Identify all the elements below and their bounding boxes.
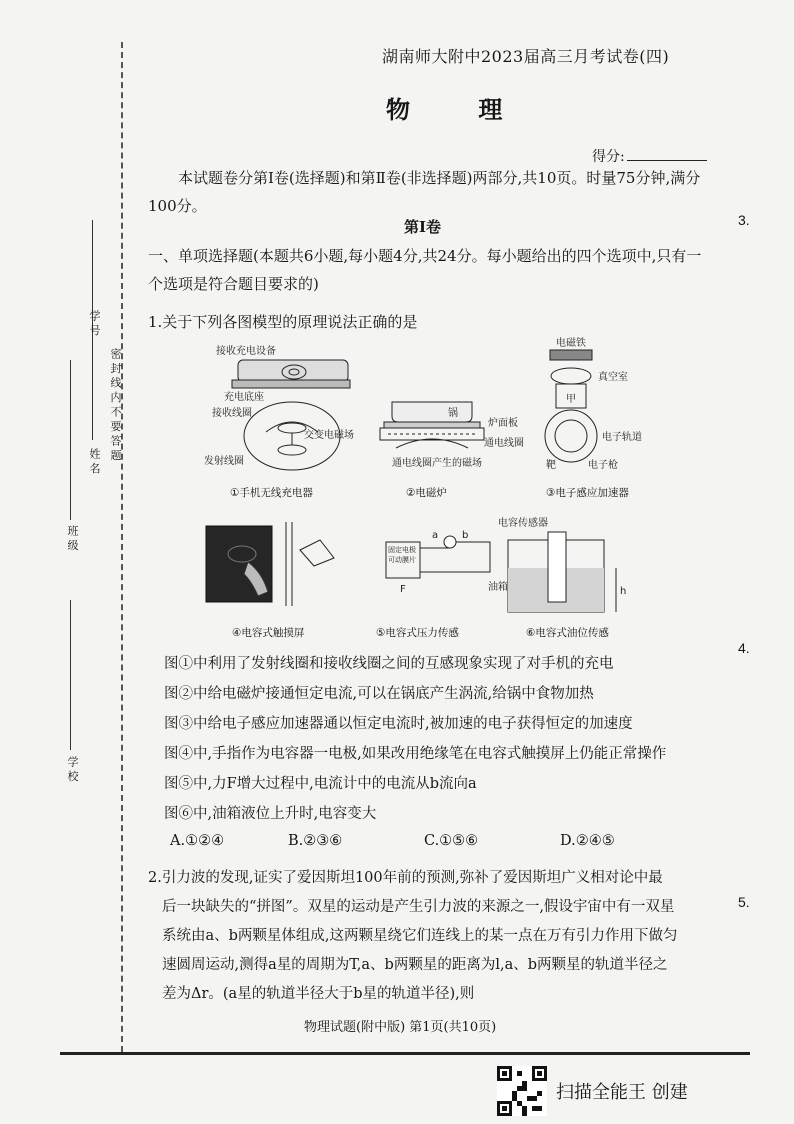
fig3-label: 电子枪 (588, 460, 618, 471)
q1-statement: 图⑤中,力F增大过程中,电流计中的电流从b流向a (164, 776, 477, 792)
fig2-label: 通电线圈 (484, 438, 524, 449)
score-field (592, 146, 707, 166)
fig6-label: 电容传感器 (498, 518, 548, 529)
figure-3-betatron (545, 336, 642, 499)
side-seal-text: 密 封 线 内 不 要 答 题 (109, 348, 122, 461)
option-a: A.①②④ (170, 833, 225, 849)
fig1-label: 接收充电设备 (216, 346, 276, 357)
page-footer: 物理试题(附中版) 第1页(共10页) (304, 1020, 497, 1035)
q1-statement: 图①中利用了发射线圈和接收线圈之间的互感现象实现了对手机的充电 (164, 656, 614, 672)
figure-caption: ⑤电容式压力传感 (376, 627, 459, 639)
option-b: B.②③⑥ (288, 833, 343, 849)
fig3-label: 电磁铁 (556, 338, 586, 349)
question-1-stem: 1.关于下列各图模型的原理说法正确的是 (148, 313, 418, 331)
fig2-label: 炉面板 (488, 418, 518, 429)
right-margin-number: 5. (738, 894, 750, 910)
fig5-force-label: F (400, 584, 406, 595)
fig5-label: 固定电极 (388, 546, 416, 554)
q2-line: 系统由a、b两颗星体组成,这两颗星绕它们连线上的某一点在万有引力作用下做匀 (162, 928, 678, 944)
figure-caption: ⑥电容式油位传感 (526, 627, 609, 639)
question-1-figures (196, 336, 654, 640)
figure-6-fuel-level-sensor (488, 516, 626, 639)
q2-line: 差为Δr。(a星的轨道半径大于b星的轨道半径),则 (162, 986, 475, 1002)
figure-caption: ②电磁炉 (406, 487, 447, 499)
right-margin-number: 3. (738, 212, 750, 228)
q2-line: 后一块缺失的“拼图”。双星的运动是产生引力波的来源之一,假设宇宙中有一双星 (162, 899, 675, 915)
section-heading: 第Ⅰ卷 (404, 218, 442, 236)
fig3-label: 甲 (566, 394, 576, 405)
fig5-point-b: b (462, 530, 469, 541)
figure-1-wireless-charger (204, 344, 354, 499)
fig1-label: 充电底座 (224, 392, 264, 403)
fig3-label: 真空室 (598, 372, 628, 383)
fig1-label: 交变电磁场 (304, 430, 354, 441)
figure-caption: ④电容式触摸屏 (232, 627, 305, 639)
fig6-label: 油箱 (488, 582, 508, 593)
page-title: 物 理 (386, 96, 533, 124)
binding-dashed-line (121, 42, 123, 1052)
right-margin-number: 4. (738, 640, 750, 656)
fig3-label: 电子轨道 (602, 432, 642, 443)
intro-text: 本试题卷分第Ⅰ卷(选择题)和第Ⅱ卷(非选择题)两部分,共10页。时量75分钟,满分100分。 (148, 169, 701, 215)
score-label: 得分: (592, 149, 625, 165)
fig1-label: 发射线圈 (204, 456, 244, 467)
fig3-label: 靶 (546, 460, 556, 471)
q1-statement: 图⑥中,油箱液位上升时,电容变大 (164, 806, 377, 822)
q1-statement: 图④中,手指作为电容器一电极,如果改用绝缘笔在电容式触摸屏上仍能正常操作 (164, 746, 667, 762)
side-fill-line (70, 600, 71, 750)
figure-caption: ①手机无线充电器 (230, 487, 313, 499)
side-fill-line (70, 360, 71, 520)
side-label-name: 姓 名 (88, 448, 101, 474)
figure-5-pressure-sensor (376, 530, 490, 639)
option-c: C.①⑤⑥ (424, 833, 479, 849)
q1-statement: 图③中给电子感应加速器通以恒定电流时,被加速的电子获得恒定的加速度 (164, 716, 633, 732)
bottom-rule (60, 1052, 750, 1055)
fig6-label: h (620, 586, 627, 597)
exam-header: 湖南师大附中2023届高三月考试卷(四) (382, 47, 670, 66)
option-d: D.②④⑤ (560, 833, 615, 849)
side-label-school: 学 校 (66, 756, 79, 782)
side-label-number: 学 号 (88, 310, 101, 336)
part-instruction: 一、单项选择题(本题共6小题,每小题4分,共24分。每小题给出的四个选项中,只有一个选项是符合题目要求的) (148, 247, 702, 293)
figure-4-touch-screen (206, 522, 334, 639)
score-blank (627, 160, 707, 161)
fig2-label: 锅 (448, 408, 458, 419)
question-2 (148, 864, 718, 1009)
q1-statement: 图②中给电磁炉接通恒定电流,可以在锅底产生涡流,给锅中食物加热 (164, 686, 594, 702)
q2-line: 速圆周运动,测得a星的周期为T,a、b两颗星的距离为l,a、b两颗星的轨道半径之 (162, 957, 668, 973)
figure-2-induction-cooker (380, 402, 524, 499)
scanner-watermark: 扫描全能王 创建 (556, 1082, 688, 1103)
side-label-class: 班 级 (66, 525, 79, 551)
fig5-label: 可动膜片 (388, 556, 416, 564)
qr-code-icon (497, 1066, 547, 1116)
figure-caption: ③电子感应加速器 (546, 487, 629, 499)
q2-line: 2.引力波的发现,证实了爱因斯坦100年前的预测,弥补了爱因斯坦广义相对论中最 (148, 870, 663, 886)
fig2-label: 通电线圈产生的磁场 (392, 458, 482, 469)
figure-panel (196, 336, 654, 640)
fig5-point-a: a (432, 530, 439, 541)
fig1-label: 接收线圈 (212, 408, 252, 419)
